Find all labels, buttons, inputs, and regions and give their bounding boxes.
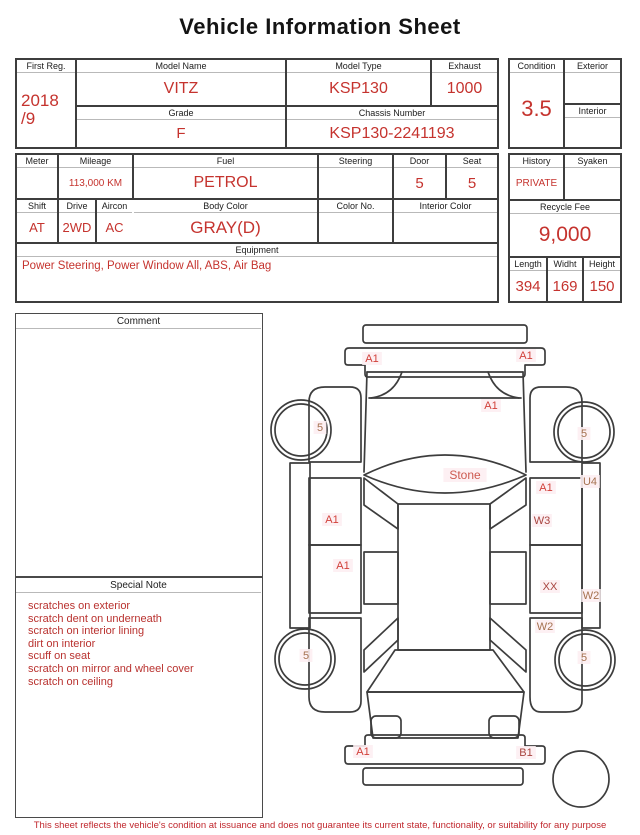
rear-window	[367, 650, 524, 692]
condition-value: 3.5	[521, 96, 552, 121]
fuel-label: Fuel	[134, 155, 317, 168]
interior-label: Interior	[565, 105, 620, 118]
special-note-box	[15, 577, 263, 818]
special-note-line: scuff on seat	[28, 650, 91, 663]
fuel-value: PETROL	[193, 174, 258, 191]
rear-plate-strip	[363, 768, 523, 785]
model-type-value: KSP130	[329, 80, 388, 97]
model-name-value: VITZ	[163, 80, 199, 97]
meter-value	[17, 168, 57, 198]
damage-code-w3: W3	[533, 515, 551, 527]
door-value: 5	[415, 174, 424, 192]
history-table	[508, 153, 622, 303]
damage-code-w2: W2	[536, 621, 554, 633]
front-plate-strip	[363, 325, 527, 343]
left-rear-door	[309, 545, 361, 613]
special-note-line: dirt on interior	[28, 637, 96, 650]
drive-label: Drive	[59, 200, 95, 213]
condition-table	[508, 58, 622, 149]
condition-label: Condition	[510, 60, 563, 73]
first-reg-year: 2018	[21, 91, 59, 110]
aircon-label: Aircon	[97, 200, 132, 213]
damage-code-a1: A1	[365, 353, 379, 365]
right-headlight-arc	[488, 372, 519, 398]
damage-code-5: 5	[580, 652, 588, 664]
damage-code-a1: A1	[325, 514, 339, 526]
model-type-label: Model Type	[287, 60, 430, 73]
recycle-fee-label: Recycle Fee	[510, 201, 620, 214]
history-label: History	[510, 155, 563, 168]
damage-code-a1: A1	[336, 560, 350, 572]
mileage-label: Mileage	[59, 155, 132, 168]
chassis-number-label: Chassis Number	[287, 107, 497, 120]
equipment-label: Equipment	[17, 244, 497, 257]
damage-code-u4: U4	[582, 476, 598, 488]
recycle-fee-value: 9,000	[538, 223, 592, 246]
damage-code-w2: W2	[582, 590, 600, 602]
mileage-value: 113,000 KM	[68, 177, 123, 189]
first-reg-month: /9	[21, 109, 36, 128]
special-note-label: Special Note	[16, 578, 261, 593]
hood-right-edge	[523, 372, 526, 472]
history-value: PRIVATE	[515, 178, 558, 189]
right-mid-window	[490, 552, 526, 604]
damage-code-labels	[300, 349, 601, 759]
shift-label: Shift	[17, 200, 57, 213]
special-note-line: scratch on interior lining	[28, 625, 145, 638]
meter-label: Meter	[17, 155, 57, 168]
comment-text	[22, 334, 255, 564]
special-note-list	[28, 600, 258, 688]
color-no-value	[319, 213, 392, 242]
damage-code-b1: B1	[519, 747, 533, 759]
special-note-line: scratch dent on underneath	[28, 612, 162, 625]
right-front-fender	[530, 387, 582, 462]
height-value: 150	[589, 277, 615, 295]
car-damage-diagram	[268, 312, 638, 812]
right-rear-door	[530, 545, 582, 613]
shift-value: AT	[29, 220, 45, 235]
syaken-value	[565, 168, 620, 199]
left-rear-window	[364, 618, 398, 672]
roof-panel	[398, 504, 490, 650]
vehicle-info-table	[15, 58, 499, 149]
comment-label: Comment	[16, 314, 261, 329]
length-value: 394	[515, 277, 541, 295]
first-reg-value	[17, 73, 75, 147]
color-no-label: Color No.	[319, 200, 392, 213]
exhaust-label: Exhaust	[432, 60, 497, 73]
body-color-value: GRAY(D)	[190, 217, 261, 237]
grade-value: F	[176, 125, 186, 142]
left-mid-window	[364, 552, 398, 604]
aircon-value: AC	[105, 220, 124, 235]
damage-code-a1: A1	[519, 350, 533, 362]
comment-box	[15, 313, 263, 577]
width-label: Widht	[548, 258, 582, 271]
equipment-value: Power Steering, Power Window All, ABS, Air Bag	[22, 260, 272, 272]
exterior-value	[565, 73, 620, 103]
chassis-number-value: KSP130-2241193	[329, 124, 455, 142]
grade-label: Grade	[77, 107, 285, 120]
right-rear-window	[490, 618, 526, 672]
spare-tire	[553, 751, 609, 807]
interior-value	[565, 118, 620, 147]
drive-value: 2WD	[62, 220, 92, 235]
damage-code-xx: XX	[542, 581, 558, 593]
special-note-line: scratches on exterior	[28, 600, 131, 612]
vehicle-spec-table	[15, 153, 499, 303]
length-label: Length	[510, 258, 546, 271]
model-name-label: Model Name	[77, 60, 285, 73]
damage-code-a1: A1	[539, 482, 553, 494]
car-outline	[271, 325, 615, 807]
seat-value: 5	[467, 174, 477, 192]
damage-code-a1: A1	[356, 746, 370, 758]
exhaust-value: 1000	[446, 80, 483, 97]
left-front-door	[309, 478, 361, 545]
special-note-line: scratch on ceiling	[28, 675, 113, 688]
rear-bumper	[345, 735, 545, 764]
steering-label: Steering	[319, 155, 392, 168]
steering-value	[319, 168, 392, 198]
seat-label: Seat	[447, 155, 497, 168]
disclaimer-text: This sheet reflects the vehicle's condition at issuance and does not guarantee its current state, functionality, or suitability for any purpose	[33, 820, 607, 831]
height-label: Height	[584, 258, 620, 271]
left-headlight-arc	[371, 372, 402, 398]
hood-left-edge	[364, 372, 367, 472]
syaken-label: Syaken	[565, 155, 620, 168]
body-color-label: Body Color	[134, 200, 317, 213]
damage-code-5: 5	[302, 650, 310, 662]
damage-code-5: 5	[316, 422, 324, 434]
door-label: Door	[394, 155, 445, 168]
left-sill	[290, 463, 310, 628]
first-reg-label: First Reg.	[17, 60, 75, 73]
special-note-line: scratch on mirror and wheel cover	[28, 662, 194, 675]
damage-code-5: 5	[580, 428, 588, 440]
exterior-label: Exterior	[565, 60, 620, 73]
damage-code-a1: A1	[484, 400, 498, 412]
page-title: Vehicle Information Sheet	[179, 14, 461, 39]
damage-code-stone: Stone	[449, 468, 481, 482]
interior-color-value	[394, 213, 497, 242]
interior-color-label: Interior Color	[394, 200, 497, 213]
width-value: 169	[552, 277, 578, 295]
trunk	[367, 692, 524, 738]
